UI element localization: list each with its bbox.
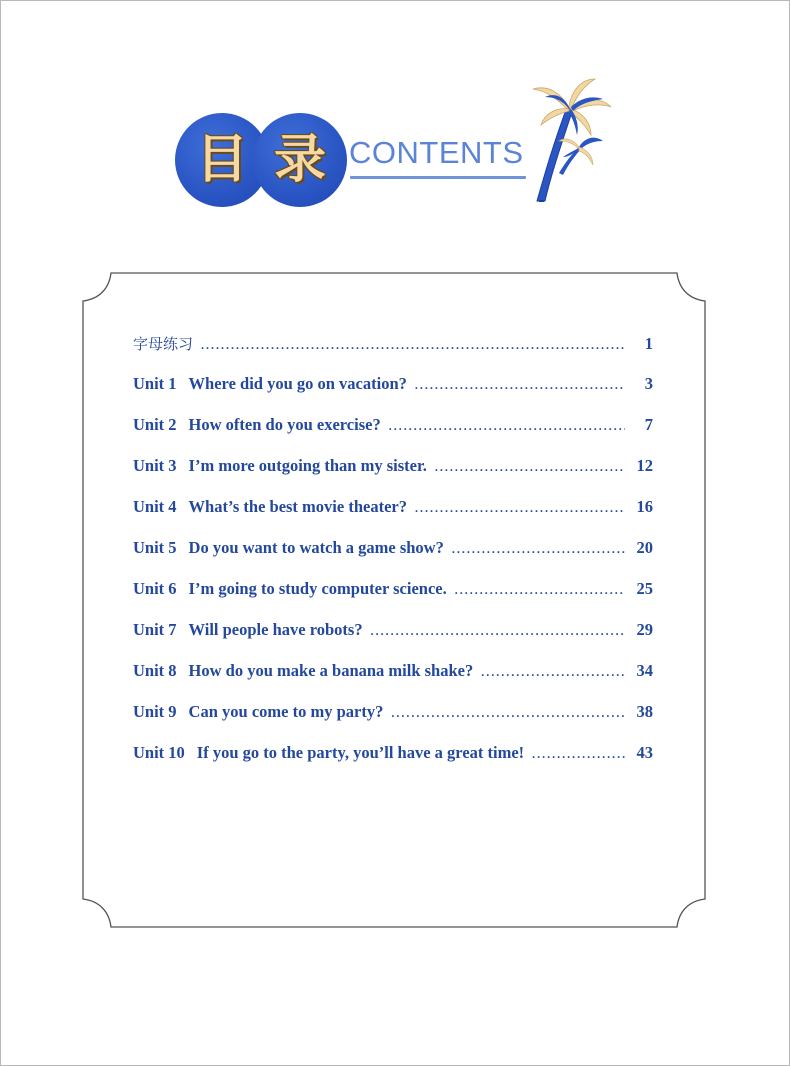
toc-entry-unit: Unit 3 xyxy=(133,456,177,475)
toc-entry-unit: Unit 7 xyxy=(133,620,177,639)
toc-entry-page: 7 xyxy=(644,415,653,434)
contents-underline xyxy=(350,176,526,179)
toc-leader-dots xyxy=(435,460,625,475)
toc-leader-dots xyxy=(452,542,625,557)
toc-entry-unit: Unit 10 xyxy=(133,743,185,762)
toc-entry-page: 34 xyxy=(636,661,653,680)
title-char-mu: 目 xyxy=(195,130,248,190)
toc-entry-title: I’m more outgoing than my sister. xyxy=(188,456,427,475)
toc-entry-unit-1[interactable] xyxy=(133,374,653,415)
title-circle-2 xyxy=(253,113,347,207)
toc-entry-page: 43 xyxy=(636,743,653,762)
palm-tree-icon xyxy=(519,73,619,205)
toc-leader-dots xyxy=(415,378,625,393)
toc-entry-unit-7[interactable] xyxy=(133,620,653,661)
toc-leader-dots xyxy=(201,338,625,353)
toc-entry-unit: Unit 5 xyxy=(133,538,177,557)
title-char-lu: 录 xyxy=(273,130,326,190)
toc-entry-unit: Unit 9 xyxy=(133,702,177,721)
toc-entry-unit: Unit 6 xyxy=(133,579,177,598)
toc-entry-page: 12 xyxy=(636,456,653,475)
toc-entry-title: 字母练习 xyxy=(133,335,194,353)
toc-entry-unit-8[interactable] xyxy=(133,661,653,702)
toc-leader-dots xyxy=(391,706,625,721)
toc-entry-unit: Unit 8 xyxy=(133,661,177,680)
toc-entry-page: 3 xyxy=(644,374,653,393)
toc-entry-page: 20 xyxy=(636,538,653,557)
toc-entry-unit-10[interactable] xyxy=(133,743,653,784)
toc-entry-page: 1 xyxy=(644,334,653,353)
toc-entry-unit: Unit 2 xyxy=(133,415,177,434)
toc-entry-title: Can you come to my party? xyxy=(188,702,384,721)
toc-entry-unit-3[interactable] xyxy=(133,456,653,497)
toc-list xyxy=(133,333,653,784)
toc-leader-dots xyxy=(389,419,625,434)
toc-entry-title: Do you want to watch a game show? xyxy=(188,538,444,557)
toc-entry-title: Where did you go on vacation? xyxy=(188,374,407,393)
toc-entry-title: I’m going to study computer science. xyxy=(188,579,447,598)
toc-entry-title: How often do you exercise? xyxy=(188,415,381,434)
toc-entry-page: 38 xyxy=(636,702,653,721)
toc-entry-unit: Unit 4 xyxy=(133,497,177,516)
toc-leader-dots xyxy=(532,747,625,762)
toc-entry-page: 29 xyxy=(636,620,653,639)
toc-entry-unit: Unit 1 xyxy=(133,374,177,393)
toc-entry-unit-6[interactable] xyxy=(133,579,653,620)
toc-leader-dots xyxy=(371,624,625,639)
toc-entry-unit-9[interactable] xyxy=(133,702,653,743)
toc-entry-title: How do you make a banana milk shake? xyxy=(188,661,474,680)
contents-heading: CONTENTS xyxy=(349,135,524,170)
toc-entry-title: Will people have robots? xyxy=(188,620,363,639)
toc-leader-dots xyxy=(415,501,625,516)
toc-entry-title: What’s the best movie theater? xyxy=(188,497,407,516)
toc-leader-dots xyxy=(481,665,625,680)
toc-entry-title: If you go to the party, you’ll have a great time! xyxy=(196,743,525,762)
toc-entry-alphabet[interactable] xyxy=(133,333,653,374)
toc-entry-unit-2[interactable] xyxy=(133,415,653,456)
toc-leader-dots xyxy=(455,583,625,598)
toc-entry-page: 16 xyxy=(636,497,653,516)
toc-entry-unit-4[interactable] xyxy=(133,497,653,538)
toc-entry-unit-5[interactable] xyxy=(133,538,653,579)
toc-entry-page: 25 xyxy=(636,579,653,598)
